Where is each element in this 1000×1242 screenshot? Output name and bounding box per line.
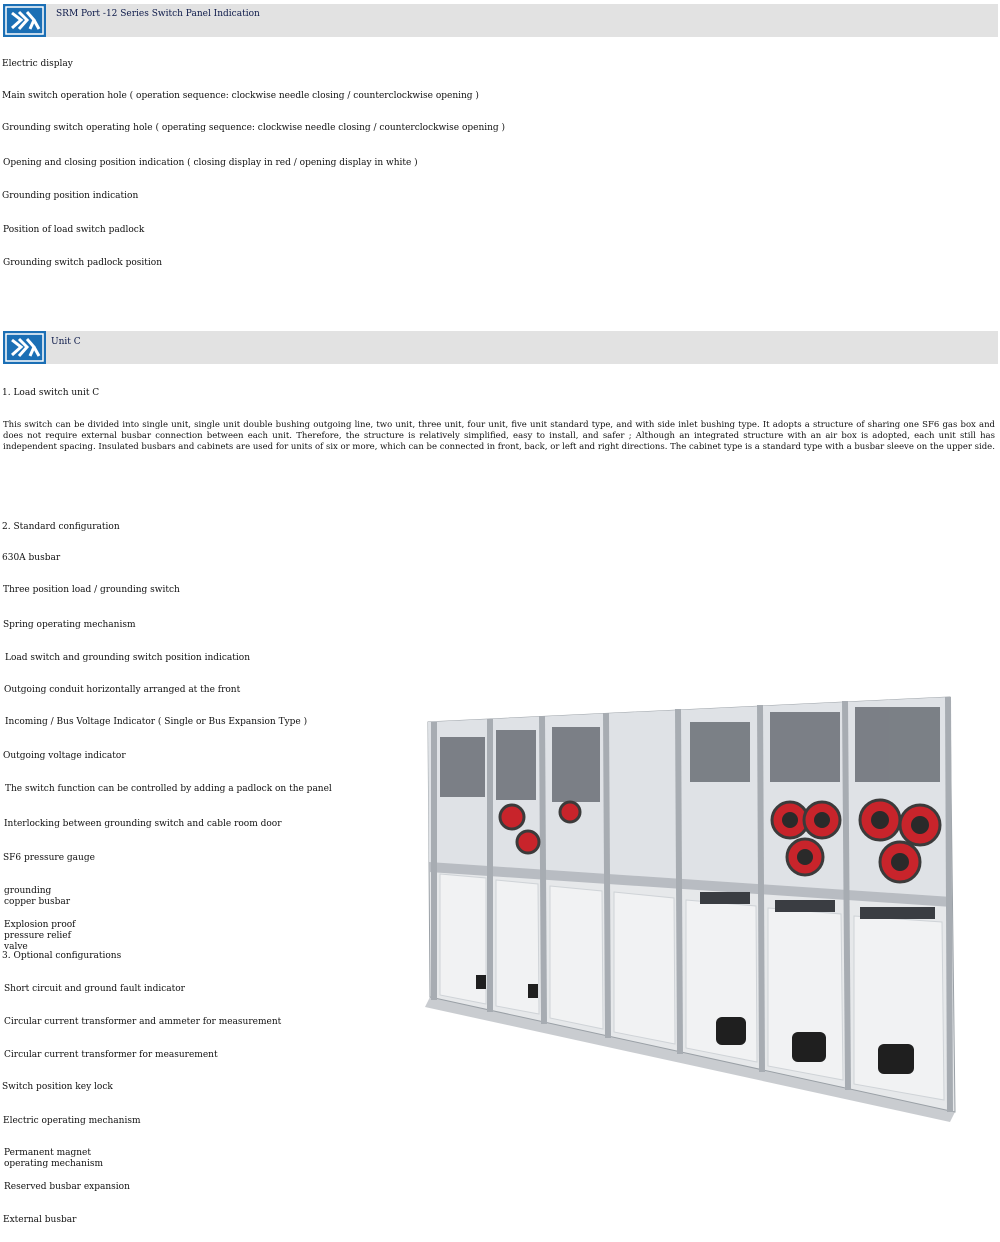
list-item: SF6 pressure gauge — [3, 853, 95, 863]
list-item: Opening and closing position indication ( closing display in red / opening display in white ) — [3, 158, 418, 168]
list-item: Spring operating mechanism — [3, 620, 136, 630]
list-item: Switch position key lock — [2, 1082, 113, 1092]
list-item: Grounding switch padlock position — [3, 258, 163, 268]
description-paragraph: This switch can be divided into single unit, single unit double bushing outgoing line, two unit, three unit, four unit, five unit standard type, and with side inlet bushing type. It adopts a structure of sharing one SF6 gas box and does not require external busbar connection between each unit. Therefore, the structure is relatively simplified, easy to install, and safer ; Although an integrated structure with an air box is adopted, each unit still has independent spacing. Insulated busbars and cabinets are used for units of six or more, which can be connected in front, back, or left and right directions. The cabinet type is a standard type with a busbar sleeve on the upper side. — [3, 420, 995, 452]
list-item: Grounding position indication — [2, 191, 139, 201]
list-item: Short circuit and ground fault indicator — [4, 984, 185, 994]
list-item: The switch function can be controlled by adding a padlock on the panel — [5, 784, 332, 794]
list-item: Circular current transformer and ammeter for measurement — [4, 1017, 282, 1027]
section-banner-indication — [3, 4, 998, 37]
list-item: Permanent magnet operating mechanism — [4, 1148, 103, 1169]
list-item: Main switch operation hole ( operation sequence: clockwise needle closing / counterclockwise opening ) — [2, 91, 479, 101]
list-item: Outgoing conduit horizontally arranged at the front — [4, 685, 241, 695]
list-item: Load switch and grounding switch position indication — [5, 653, 251, 663]
company-logo-icon — [3, 331, 46, 364]
subheading: 1. Load switch unit C — [2, 388, 100, 398]
subheading: 3. Optional configurations — [2, 951, 122, 961]
list-item: grounding copper busbar — [4, 886, 71, 907]
list-item: Grounding switch operating hole ( operating sequence: clockwise needle closing / counterclockwise opening ) — [2, 123, 506, 133]
list-item: Interlocking between grounding switch and cable room door — [4, 819, 282, 829]
switchgear-photo — [420, 692, 960, 1132]
section-title: SRM Port -12 Series Switch Panel Indication — [56, 9, 260, 19]
company-logo-icon — [3, 4, 46, 37]
list-item: Electric display — [2, 59, 73, 69]
list-item: 630A busbar — [2, 553, 61, 563]
list-item: Electric operating mechanism — [3, 1116, 141, 1126]
list-item: Reserved busbar expansion — [4, 1182, 130, 1192]
section-banner-unit-c — [3, 331, 998, 364]
list-item: Outgoing voltage indicator — [3, 751, 126, 761]
list-item: Incoming / Bus Voltage Indicator ( Single or Bus Expansion Type ) — [5, 717, 308, 727]
subheading: 2. Standard configuration — [2, 522, 120, 532]
list-item: External busbar — [3, 1215, 77, 1225]
list-item: Explosion proof pressure relief valve — [4, 920, 76, 952]
section-title: Unit C — [51, 337, 81, 347]
list-item: Three position load / grounding switch — [3, 585, 180, 595]
list-item: Position of load switch padlock — [3, 225, 145, 235]
list-item: Circular current transformer for measurement — [4, 1050, 218, 1060]
